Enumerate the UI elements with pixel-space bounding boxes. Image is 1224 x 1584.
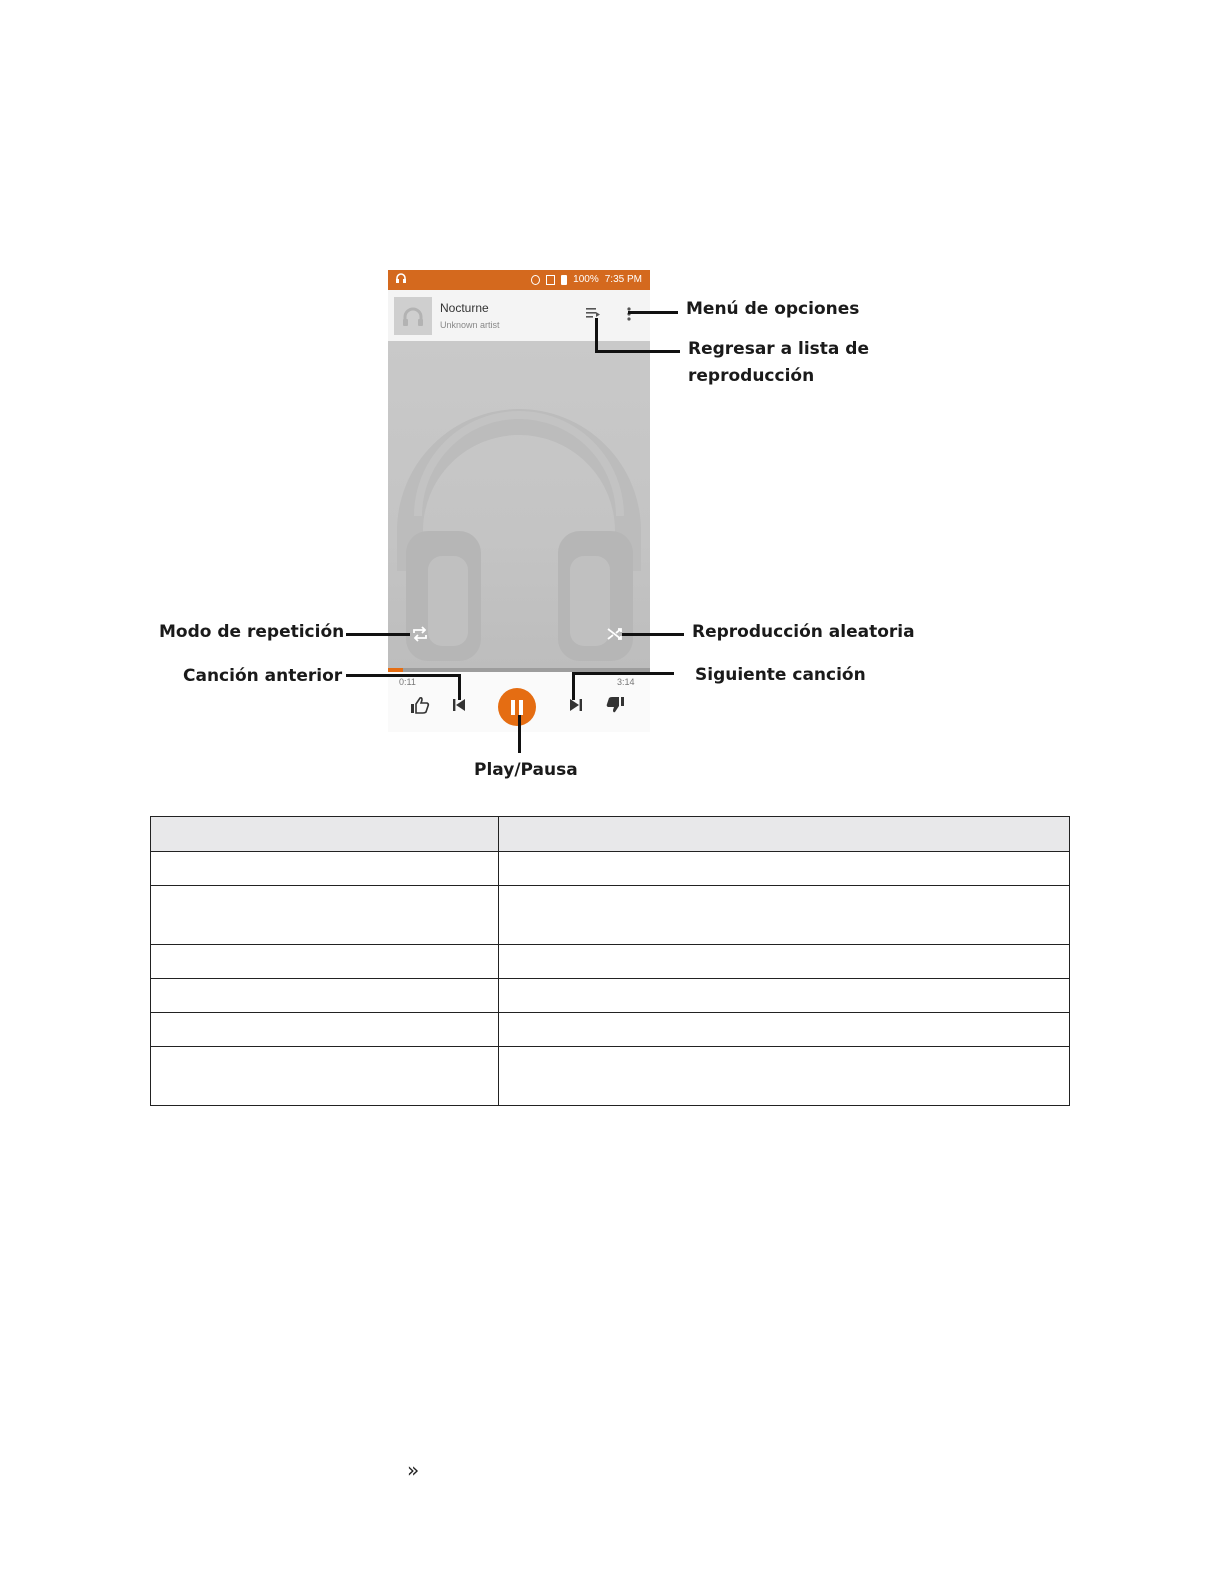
now-playing-header: [388, 290, 650, 341]
headphones-status-icon: [395, 272, 407, 287]
table-row: [151, 1047, 1070, 1106]
table-header-cell: [499, 817, 1070, 852]
label-back-to-playlist-1: Regresar a lista de: [688, 339, 869, 359]
table-cell: [151, 979, 499, 1013]
label-previous-song: Canción anterior: [183, 666, 343, 686]
callout-line-queue-h: [595, 350, 680, 353]
music-player-screenshot: [388, 270, 650, 732]
label-play-pause: Play/Pausa: [474, 760, 578, 780]
table-header-row: [151, 817, 1070, 852]
repeat-icon[interactable]: [411, 626, 429, 642]
table-cell: [499, 1013, 1070, 1047]
table-cell: [499, 1047, 1070, 1106]
table-cell: [499, 945, 1070, 979]
track-artist: Unknown artist: [440, 320, 500, 330]
callout-line-play: [518, 715, 521, 753]
controls-table: [150, 816, 1070, 1106]
label-menu-options: Menú de opciones: [686, 299, 860, 319]
callout-line-menu: [628, 311, 678, 314]
album-art: [388, 341, 650, 668]
chevron-right-icon: »: [407, 1458, 420, 1482]
table-cell: [151, 852, 499, 886]
callout-line-next-v: [572, 672, 575, 700]
label-next-song: Siguiente canción: [695, 665, 866, 685]
next-icon[interactable]: [569, 698, 583, 712]
time-elapsed: 0:11: [399, 677, 416, 687]
headphones-art-icon: [388, 341, 650, 668]
table-cell: [151, 886, 499, 945]
previous-icon[interactable]: [452, 698, 466, 712]
callout-line-repeat: [346, 633, 410, 636]
alarm-icon: [531, 275, 540, 285]
album-thumbnail[interactable]: [394, 297, 432, 335]
callout-line-next-h: [572, 672, 674, 675]
table-row: [151, 979, 1070, 1013]
table-header-cell: [151, 817, 499, 852]
label-back-to-playlist-2: reproducción: [688, 366, 815, 386]
track-title: Nocturne: [440, 301, 489, 315]
battery-icon: [561, 275, 567, 285]
table-row: [151, 945, 1070, 979]
table-cell: [499, 886, 1070, 945]
more-options-icon[interactable]: [626, 306, 632, 322]
table-cell: [499, 979, 1070, 1013]
table-row: [151, 852, 1070, 886]
play-pause-button[interactable]: [498, 688, 536, 726]
battery-level: 100%: [573, 274, 599, 285]
callout-line-shuffle: [622, 633, 684, 636]
time-total: 3:14: [617, 677, 635, 687]
pause-icon: [511, 700, 515, 715]
thumbs-up-icon[interactable]: [410, 696, 430, 714]
status-time: 7:35 PM: [604, 274, 642, 285]
table-cell: [151, 945, 499, 979]
callout-line-previous-h: [346, 674, 460, 677]
thumbs-down-icon[interactable]: [605, 696, 625, 714]
table-row: [151, 886, 1070, 945]
callout-line-previous-v: [458, 674, 461, 700]
table-cell: [499, 852, 1070, 886]
signal-icon: [546, 275, 555, 285]
table-cell: [151, 1047, 499, 1106]
headphones-icon: [394, 297, 432, 335]
label-repeat-mode: Modo de repetición: [159, 622, 345, 642]
table-cell: [151, 1013, 499, 1047]
table-row: [151, 1013, 1070, 1047]
status-bar: [388, 270, 650, 290]
label-shuffle: Reproducción aleatoria: [692, 622, 915, 642]
callout-line-queue-v: [595, 318, 598, 352]
